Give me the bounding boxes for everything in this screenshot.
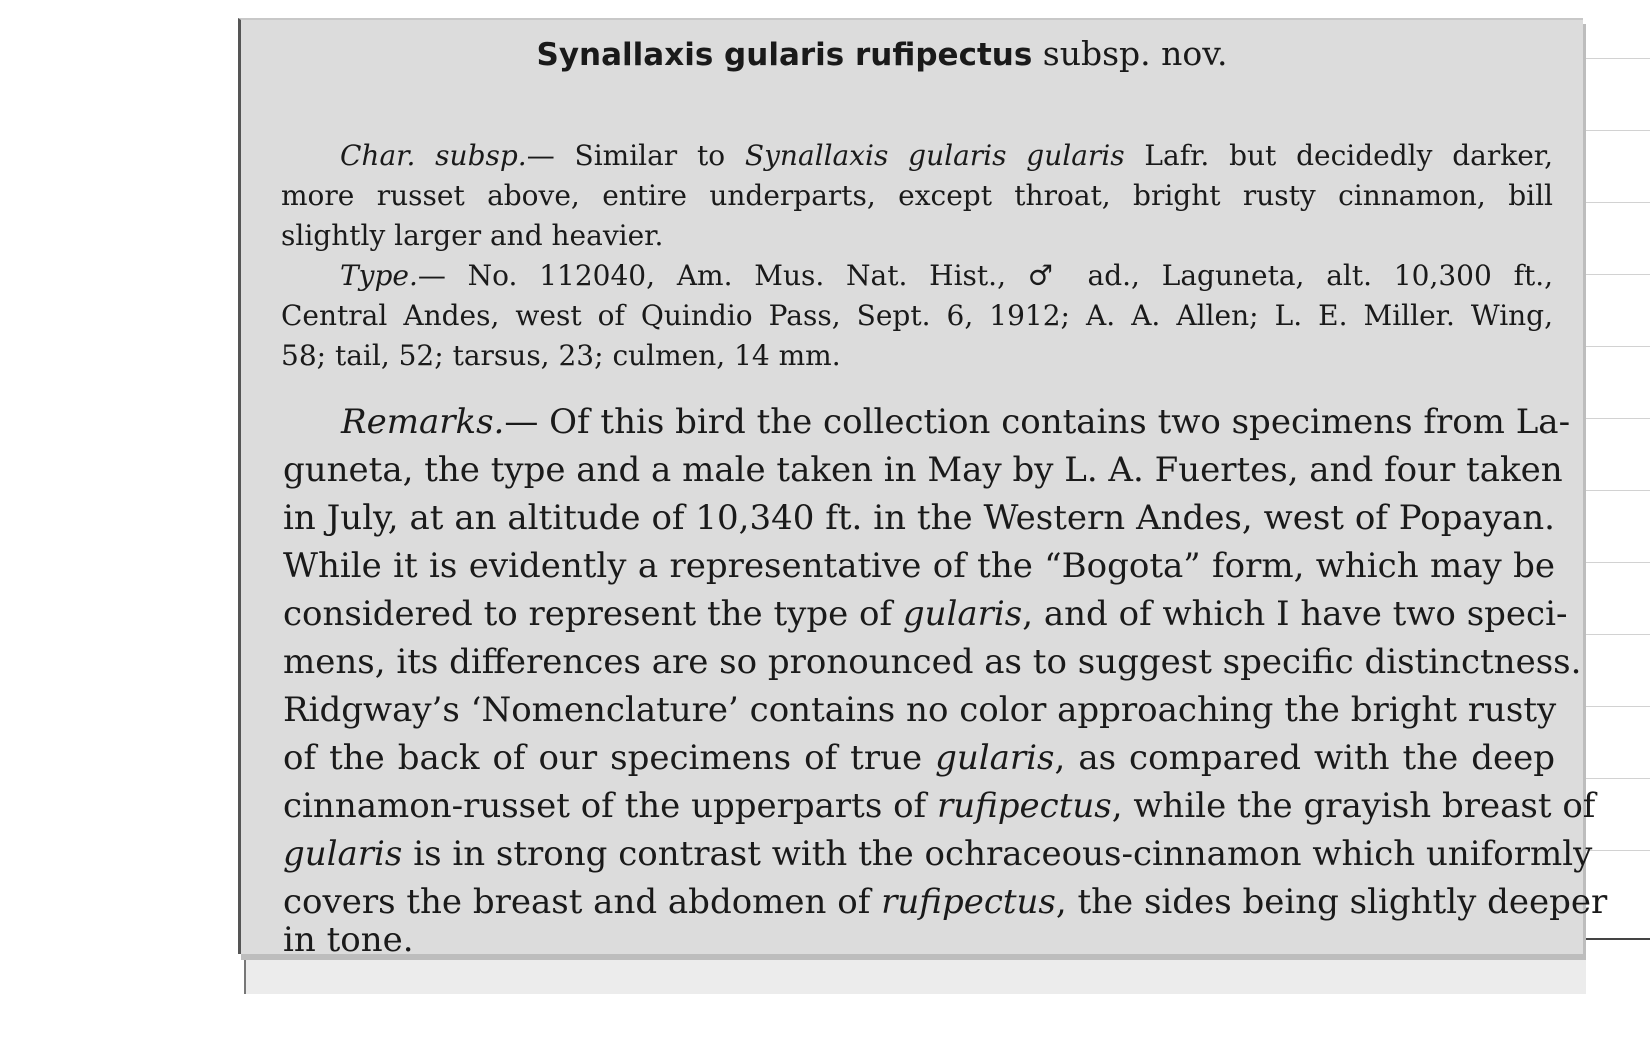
text-run: , and of which I have two speci-	[1022, 594, 1568, 634]
italic-name: Synallaxis gularis gularis	[744, 139, 1125, 172]
italic-name: gularis	[283, 834, 403, 874]
italic-name: gularis	[935, 738, 1055, 778]
ledger-rule	[1580, 274, 1650, 275]
remarks-line-9	[283, 782, 1596, 830]
italic-name: rufipectus	[881, 882, 1056, 922]
scientific-name: Synallaxis gularis rufipectus	[536, 37, 1033, 73]
text-run: — Of this bird the collection contains two specimens from La-	[504, 402, 1571, 442]
ledger-rule	[1580, 418, 1650, 419]
remarks-label: Remarks.	[341, 402, 505, 442]
ledger-rule	[1580, 130, 1650, 131]
species-title	[211, 32, 1553, 77]
remarks-line-5	[283, 590, 1568, 638]
italic-name: rufipectus	[936, 786, 1112, 826]
char-line-1	[340, 136, 1553, 176]
text-run: — Similar to	[526, 139, 745, 172]
char-line-3: slightly larger and heavier.	[281, 219, 664, 252]
ledger-rule	[1580, 490, 1650, 491]
ledger-rule	[1580, 778, 1650, 779]
clipping-text	[241, 20, 1608, 960]
char-label: Char. subsp.	[340, 139, 527, 172]
text-run: Lafr. but decidedly darker,	[1124, 139, 1554, 172]
text-run: cinnamon-russet of the upperparts of	[283, 786, 937, 826]
text-run: covers the breast and abdomen of	[283, 882, 882, 922]
remarks-line-3: in July, at an altitude of 10,340 ft. in the Western Andes, west of Popayan.	[283, 498, 1555, 538]
text-run: of the back of our specimens of true	[283, 738, 936, 778]
text-run: , while the grayish breast of	[1111, 786, 1596, 826]
remarks-line-1	[341, 398, 1571, 446]
char-line-2: more russet above, entire underparts, except throat, bright rusty cinnamon, bill	[281, 179, 1553, 212]
type-line-2: Central Andes, west of Quindio Pass, Sept. 6, 1912; A. A. Allen; L. E. Miller. Wing,	[281, 299, 1553, 332]
type-line-1	[340, 256, 1553, 296]
text-run: considered to represent the type of	[283, 594, 903, 634]
remarks-line-8	[283, 734, 1555, 782]
remarks-line-4: While it is evidently a representative of the “Bogota” form, which may be	[283, 546, 1555, 586]
text-run: , as compared with the deep	[1054, 738, 1556, 778]
type-label: Type.	[340, 259, 418, 292]
subspecies-note: subsp. nov.	[1042, 34, 1228, 73]
ledger-rule	[1580, 58, 1650, 59]
remarks-line-2: guneta, the type and a male taken in May by L. A. Fuertes, and four taken	[283, 450, 1563, 490]
text-run: — No. 112040, Am. Mus. Nat. Hist., ♂ ad., Laguneta, alt. 10,300 ft.,	[417, 259, 1553, 292]
remarks-line-10	[283, 830, 1593, 878]
text-run: , the sides being slightly deeper	[1055, 882, 1608, 922]
printed-clipping	[238, 18, 1608, 960]
remarks-line-7: Ridgway’s ‘Nomenclature’ contains no color approaching the bright rusty	[283, 690, 1557, 730]
type-line-3: 58; tail, 52; tarsus, 23; culmen, 14 mm.	[281, 339, 841, 372]
ledger-dark-rule	[1580, 938, 1650, 940]
ledger-rule	[1580, 346, 1650, 347]
ledger-rule	[1580, 202, 1650, 203]
ledger-rule	[1580, 634, 1650, 635]
remarks-line-6: mens, its differences are so pronounced as to suggest specific distinctness.	[283, 642, 1582, 682]
italic-name: gularis	[902, 594, 1023, 634]
ledger-rule	[1580, 562, 1650, 563]
remarks-line-12: in tone.	[283, 920, 414, 960]
ledger-rule	[1580, 706, 1650, 707]
text-run: is in strong contrast with the ochraceous-cinnamon which uniformly	[402, 834, 1593, 874]
